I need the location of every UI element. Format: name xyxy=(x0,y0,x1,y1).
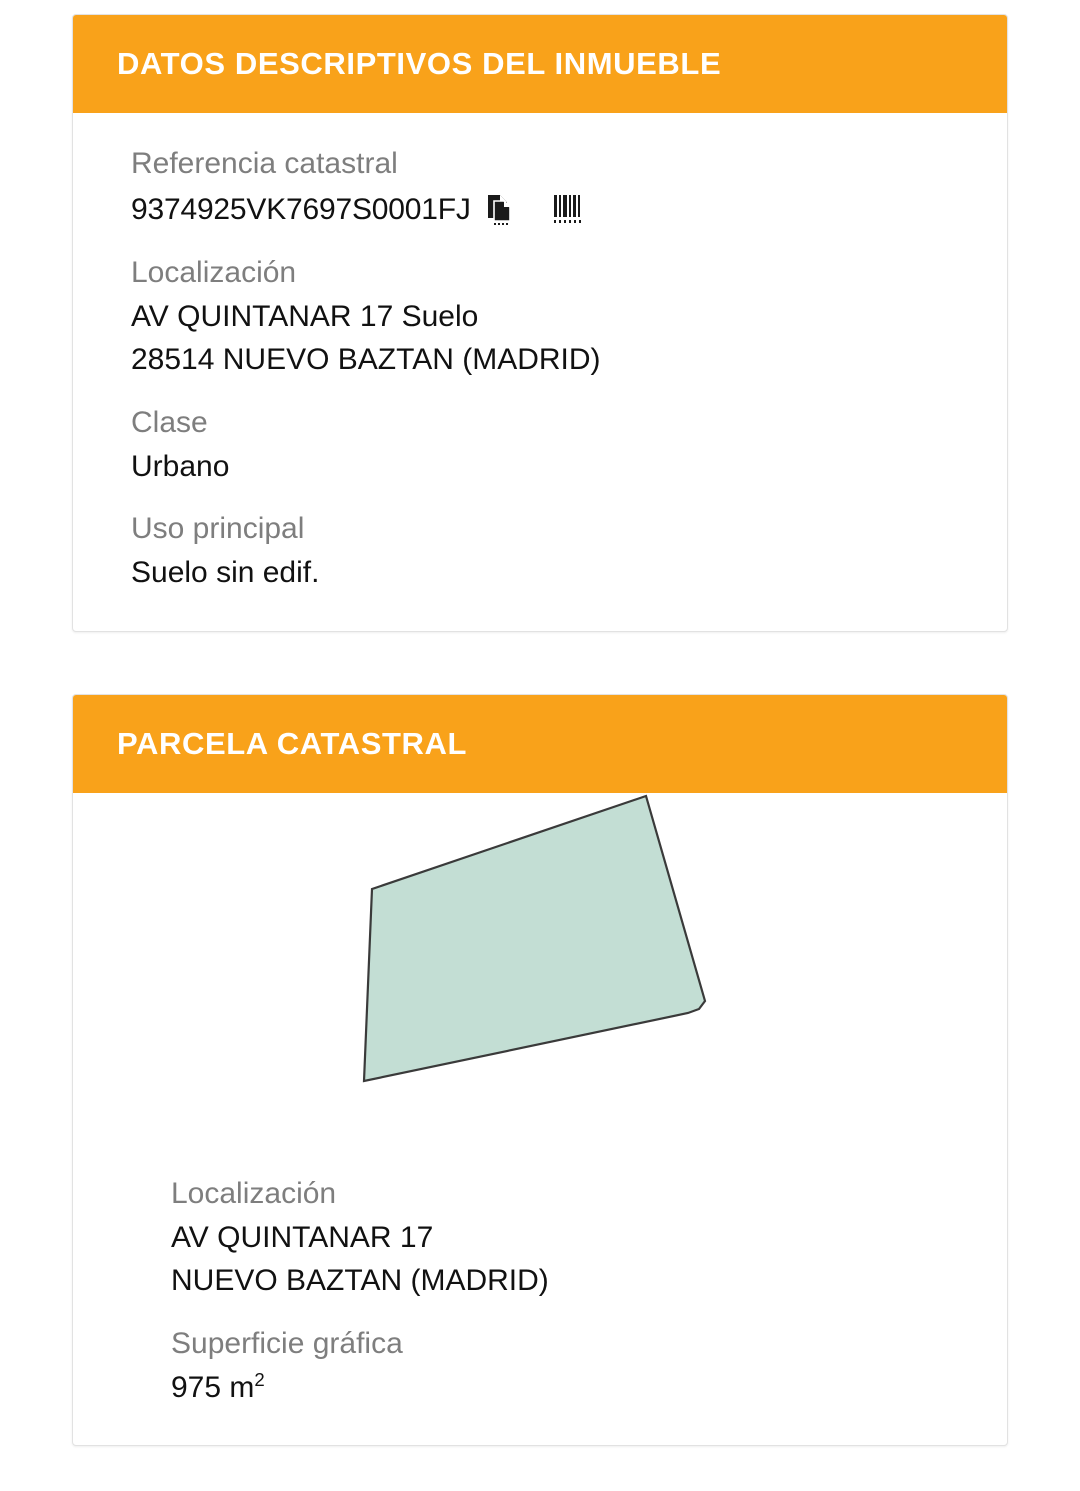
value-referencia-catastral: 9374925VK7697S0001FJ xyxy=(131,193,471,227)
barcode-icon[interactable] xyxy=(551,193,585,227)
card-header-datos-descriptivos: DATOS DESCRIPTIVOS DEL INMUEBLE xyxy=(73,15,1007,113)
card-body-parcela-catastral xyxy=(73,793,1007,1446)
parcel-shape xyxy=(364,796,705,1081)
value-localizacion-inmueble-line2: 28514 NUEVO BAZTAN (MADRID) xyxy=(131,343,601,377)
value-superficie-unit-exponent: 2 xyxy=(254,1368,265,1390)
value-clase: Urbano xyxy=(131,449,230,483)
value-localizacion-inmueble-line1: AV QUINTANAR 17 Suelo xyxy=(131,299,479,333)
parcel-map-figure[interactable] xyxy=(73,793,1007,1171)
label-referencia-catastral: Referencia catastral xyxy=(131,147,398,181)
value-referencia-catastral-row xyxy=(131,188,963,232)
value-uso-principal: Suelo sin edif. xyxy=(131,556,320,590)
card-parcela-catastral xyxy=(72,694,1008,1447)
label-uso-principal: Uso principal xyxy=(131,512,305,546)
parcel-fields xyxy=(73,1171,1007,1410)
card-header-parcela-catastral: PARCELA CATASTRAL xyxy=(73,695,1007,793)
label-clase: Clase xyxy=(131,405,208,439)
value-localizacion-parcela-line1: AV QUINTANAR 17 xyxy=(171,1220,434,1254)
value-localizacion-parcela-line2: NUEVO BAZTAN (MADRID) xyxy=(171,1264,549,1298)
copy-document-icon[interactable] xyxy=(485,193,515,227)
label-localizacion-parcela: Localización xyxy=(171,1176,337,1210)
value-superficie-grafica: 975 m xyxy=(171,1370,255,1404)
label-localizacion-inmueble: Localización xyxy=(131,255,297,289)
card-body-datos-descriptivos xyxy=(73,113,1007,631)
label-superficie-grafica: Superficie gráfica xyxy=(171,1326,403,1360)
value-superficie-grafica-row xyxy=(171,1366,963,1410)
card-datos-descriptivos xyxy=(72,14,1008,632)
